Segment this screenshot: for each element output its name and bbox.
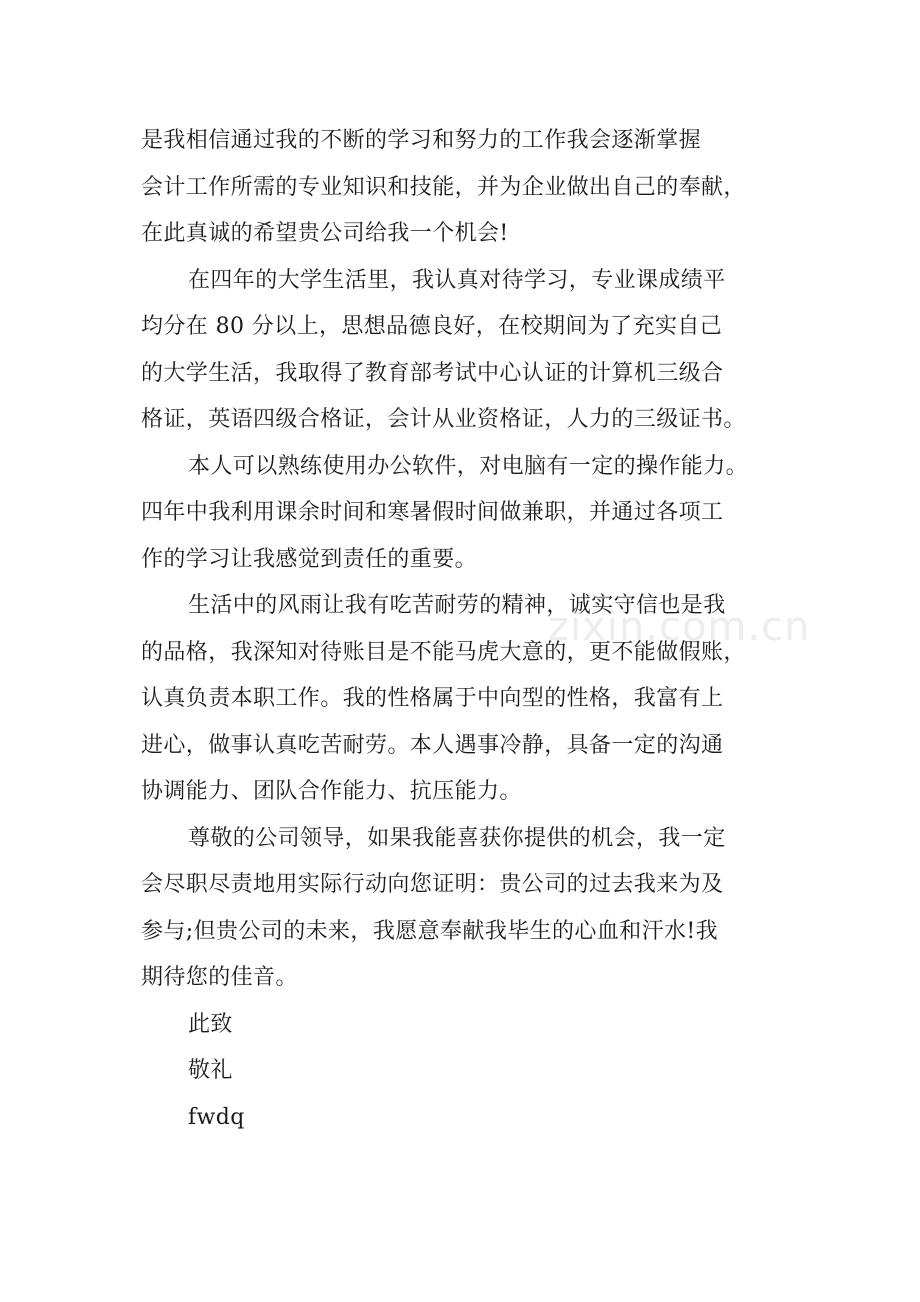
paragraph-start-line: 本人可以熟练使用办公软件，对电脑有一定的操作能力。 [188, 453, 749, 479]
text-line: 四年中我利用课余时间和寒暑假时间做兼职，并通过各项工 [141, 500, 724, 525]
text-line: 是我相信通过我的不断的学习和努力的工作我会逐渐掌握 [141, 128, 702, 153]
text-line: 协调能力、团队合作能力、抗压能力。 [141, 779, 522, 804]
text-line: 参与;但贵公司的未来，我愿意奉献我毕生的心血和汗水!我 [141, 918, 719, 944]
text-line: 作的学习让我感觉到责任的重要。 [141, 546, 478, 572]
text-line: 会尽职尽责地用实际行动向您证明：贵公司的过去我来为及 [141, 872, 724, 897]
paragraph-start-line: 生活中的风雨让我有吃苦耐劳的精神，诚实守信也是我 [188, 593, 726, 618]
signature-line: fwdq [188, 1104, 245, 1130]
paragraph-start-line: 尊敬的公司领导，如果我能喜获你提供的机会，我一定 [188, 825, 726, 851]
text-line: 格证，英语四级合格证，会计从业资格证，人力的三级证书。 [141, 407, 746, 432]
watermark: zixin.com.cn [548, 604, 811, 650]
text-line: 的大学生活，我取得了教育部考试中心认证的计算机三级合 [141, 360, 724, 386]
letter-body [141, 118, 791, 1141]
closing-line: 此致 [188, 1011, 233, 1037]
text-line: 会计工作所需的专业知识和技能，并为企业做出自己的奉献， [141, 174, 746, 200]
text-line: 在此真诚的希望贵公司给我一个机会! [141, 221, 509, 246]
salutation-line: 敬礼 [188, 1058, 233, 1083]
text-line: 均分在 80 分以上，思想品德良好，在校期间为了充实自己 [141, 314, 723, 339]
text-line: 的品格，我深知对待账目是不能马虎大意的，更不能做假账， [141, 639, 746, 665]
text-line: 认真负责本职工作。我的性格属于中向型的性格，我富有上 [141, 686, 724, 711]
paragraph-start-line: 在四年的大学生活里，我认真对待学习，专业课成绩平 [188, 267, 726, 293]
text-line: 期待您的佳音。 [141, 965, 298, 990]
text-line: 进心，做事认真吃苦耐劳。本人遇事冷静，具备一定的沟通 [141, 732, 724, 758]
